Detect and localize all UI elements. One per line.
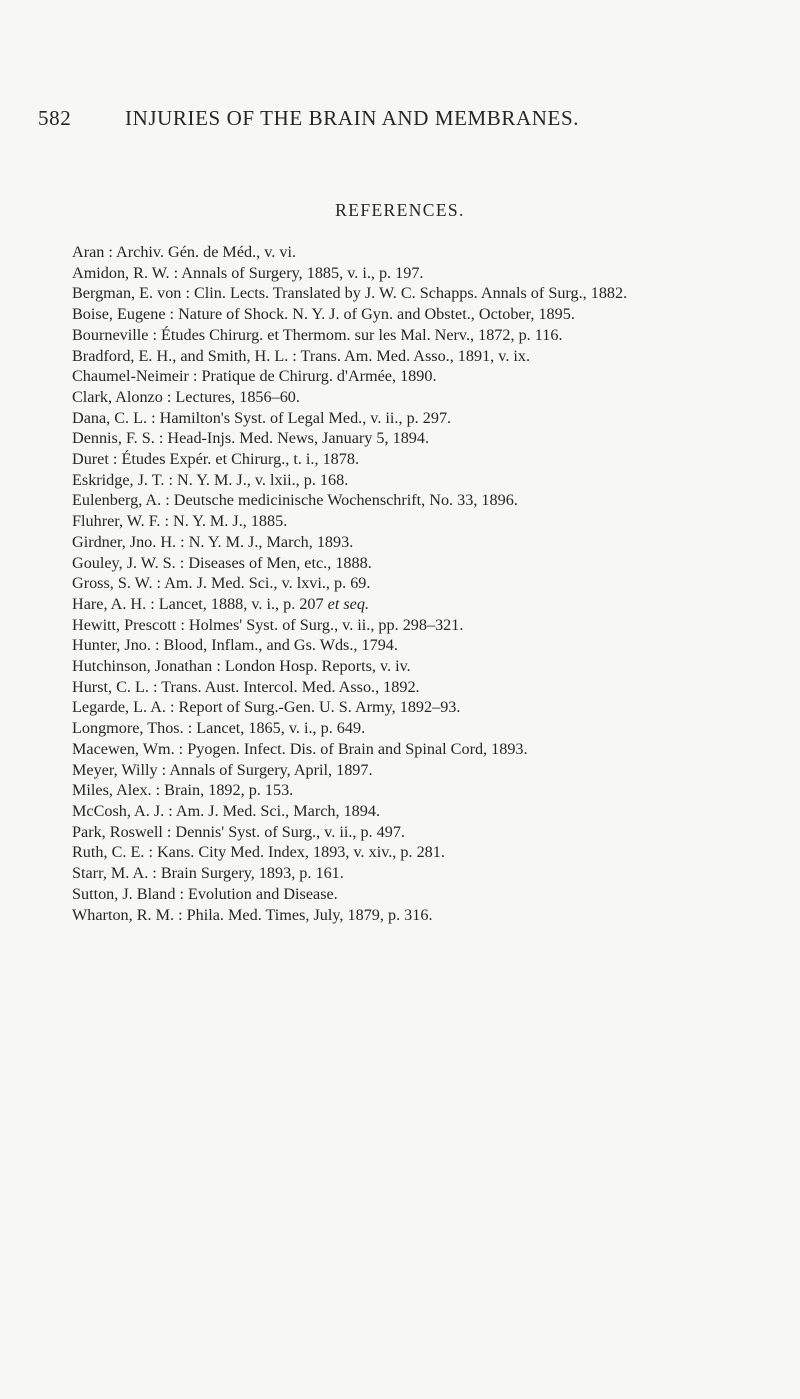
reference-entry: Longmore, Thos. : Lancet, 1865, v. i., p. 649. <box>72 719 366 738</box>
reference-entry: Dana, C. L. : Hamilton's Syst. of Legal Med., v. ii., p. 297. <box>72 408 452 427</box>
reference-entry: McCosh, A. J. : Am. J. Med. Sci., March, 1894. <box>72 801 381 820</box>
reference-entry: Park, Roswell : Dennis' Syst. of Surg., v. ii., p. 497. <box>72 822 405 841</box>
reference-entry: Hare, A. H. : Lancet, 1888, v. i., p. 207 et seq. <box>72 594 370 613</box>
reference-entry: Sutton, J. Bland : Evolution and Disease. <box>72 884 338 903</box>
page-number: 582 <box>38 106 72 130</box>
reference-entry: Gross, S. W. : Am. J. Med. Sci., v. lxvi., p. 69. <box>72 574 371 593</box>
reference-entry: Hewitt, Prescott : Holmes' Syst. of Surg., v. ii., pp. 298–321. <box>72 615 464 634</box>
reference-entry: Girdner, Jno. H. : N. Y. M. J., March, 1893. <box>72 532 354 551</box>
reference-entry: Boise, Eugene : Nature of Shock. N. Y. J. of Gyn. and Obstet., October, 1895. <box>72 305 575 324</box>
reference-entry: Hunter, Jno. : Blood, Inflam., and Gs. Wds., 1794. <box>72 636 398 655</box>
reference-entry: Duret : Études Expér. et Chirurg., t. i., 1878. <box>72 450 359 469</box>
reference-entry: Bergman, E. von : Clin. Lects. Translated by J. W. C. Schapps. Annals of Surg., 1882. <box>72 284 628 303</box>
reference-entry: Meyer, Willy : Annals of Surgery, April, 1897. <box>72 760 373 779</box>
reference-entry: Fluhrer, W. F. : N. Y. M. J., 1885. <box>72 512 288 531</box>
reference-entry: Eskridge, J. T. : N. Y. M. J., v. lxii., p. 168. <box>72 470 349 489</box>
reference-entry: Macewen, Wm. : Pyogen. Infect. Dis. of Brain and Spinal Cord, 1893. <box>72 739 528 758</box>
reference-entry: Hurst, C. L. : Trans. Aust. Intercol. Med. Asso., 1892. <box>72 677 420 696</box>
reference-entry: Aran : Archiv. Gén. de Méd., v. vi. <box>72 243 297 261</box>
reference-entry: Bourneville : Études Chirurg. et Thermom. sur les Mal. Nerv., 1872, p. 116. <box>72 325 563 344</box>
reference-entry: Ruth, C. E. : Kans. City Med. Index, 1893, v. xiv., p. 281. <box>72 843 445 862</box>
reference-entry: Clark, Alonzo : Lectures, 1856–60. <box>72 387 300 406</box>
reference-entry: Eulenberg, A. : Deutsche medicinische Wochenschrift, No. 33, 1896. <box>72 491 518 510</box>
reference-entry: Hutchinson, Jonathan : London Hosp. Reports, v. iv. <box>72 657 411 676</box>
section-heading: REFERENCES. <box>335 200 465 220</box>
reference-entry: Wharton, R. M. : Phila. Med. Times, July, 1879, p. 316. <box>72 905 433 924</box>
reference-entry: Gouley, J. W. S. : Diseases of Men, etc., 1888. <box>72 553 372 572</box>
reference-entry: Starr, M. A. : Brain Surgery, 1893, p. 161. <box>72 864 344 883</box>
reference-entry: Miles, Alex. : Brain, 1892, p. 153. <box>72 781 294 800</box>
reference-entry: Bradford, E. H., and Smith, H. L. : Trans. Am. Med. Asso., 1891, v. ix. <box>72 346 531 365</box>
reference-entry: Amidon, R. W. : Annals of Surgery, 1885, v. i., p. 197. <box>72 263 424 282</box>
reference-entry: Dennis, F. S. : Head-Injs. Med. News, January 5, 1894. <box>72 429 430 448</box>
running-head <box>38 106 738 134</box>
reference-entry: Chaumel-Neimeir : Pratique de Chirurg. d'Armée, 1890. <box>72 367 437 386</box>
running-title: INJURIES OF THE BRAIN AND MEMBRANES. <box>125 106 580 130</box>
reference-entry: Legarde, L. A. : Report of Surg.-Gen. U. S. Army, 1892–93. <box>72 698 461 717</box>
reference-list <box>72 242 762 925</box>
